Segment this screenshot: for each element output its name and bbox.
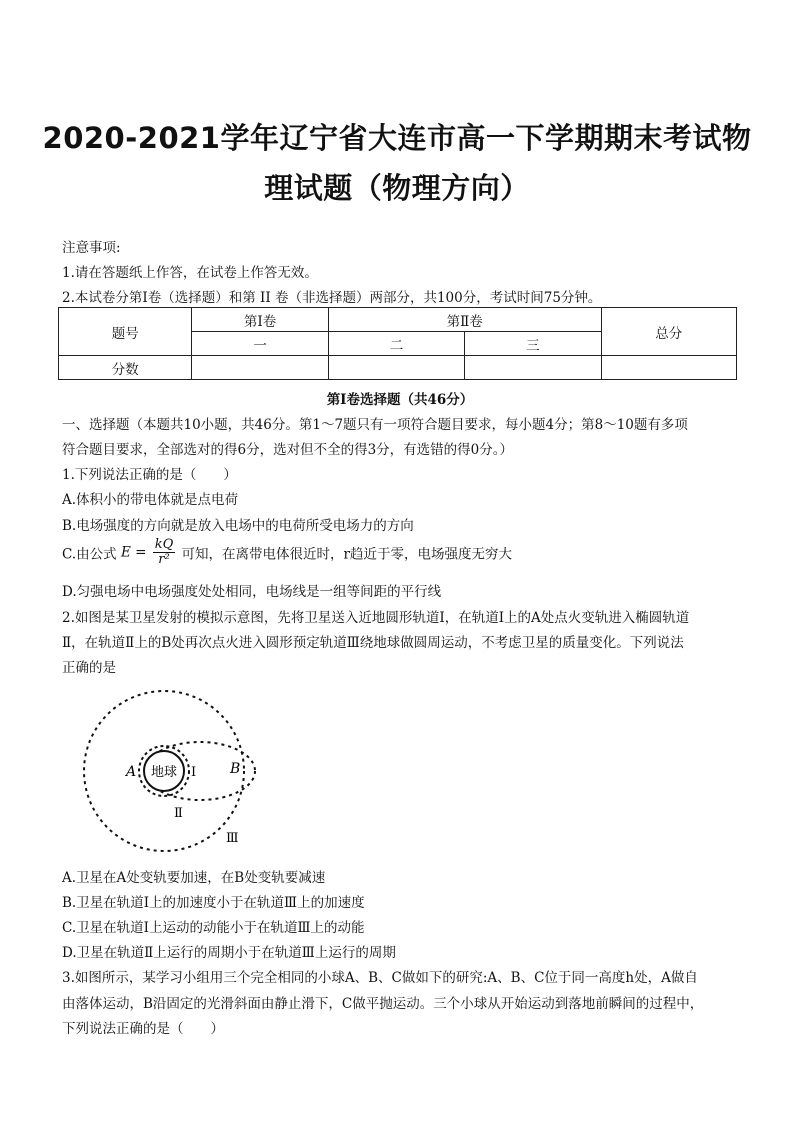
score-cell-total[interactable] xyxy=(601,356,736,380)
score-table-header-zongfen: 总分 xyxy=(601,308,736,356)
orbit-3-label: Ⅲ xyxy=(226,831,239,846)
exam-title-line1: 2020-2021学年辽宁省大连市高一下学期期末考试物 xyxy=(42,121,752,155)
formula-fraction xyxy=(153,538,176,567)
score-cell-yi[interactable] xyxy=(192,356,328,380)
score-table-header-tihao: 题号 xyxy=(59,308,192,356)
q3-stem-line3: 下列说法正确的是（ ） xyxy=(62,1021,224,1037)
q1-stem: 1.下列说法正确的是（ ） xyxy=(62,467,237,483)
q2-option-b: B.卫星在轨道Ⅰ上的加速度小于在轨道Ⅲ上的加速度 xyxy=(62,895,365,911)
section1-title: 第Ⅰ卷选择题（共46分） xyxy=(326,392,474,408)
q2-stem-line2: Ⅱ，在轨道Ⅱ上的B处再次点火进入圆形预定轨道Ⅲ绕地球做圆周运动，不考虑卫星的质量变化。下列说法 xyxy=(62,635,684,651)
notes-item-1: 1.请在答题纸上作答，在试卷上作答无效。 xyxy=(62,265,318,281)
score-cell-san[interactable] xyxy=(465,356,601,380)
q1-option-b: B.电场强度的方向就是放入电场中的电荷所受电场力的方向 xyxy=(62,518,414,534)
earth-label: 地球 xyxy=(150,765,178,780)
field-strength-formula xyxy=(121,538,177,567)
formula-denominator: r² xyxy=(158,552,170,567)
q2-option-d: D.卫星在轨道Ⅱ上运行的周期小于在轨道Ⅲ上运行的周期 xyxy=(62,945,396,961)
score-table-col-san: 三 xyxy=(465,332,601,356)
orbit-1-label: Ⅰ xyxy=(191,765,197,780)
orbit-diagram xyxy=(70,676,260,856)
score-table-col-er: 二 xyxy=(328,332,464,356)
exam-title-line2: 理试题（物理方向） xyxy=(264,171,530,205)
q1-option-a: A.体积小的带电体就是点电荷 xyxy=(62,492,239,508)
q2-stem-line3: 正确的是 xyxy=(62,660,116,676)
q3-stem-line2: 由落体运动，B沿固定的光滑斜面由静止滑下，C做平抛运动。三个小球从开始运动到落地前瞬间的过程中， xyxy=(62,996,704,1012)
formula-numerator: kQ xyxy=(154,537,174,552)
score-table-row-fenshu: 分数 xyxy=(59,356,192,380)
section1-intro-line1: 一、选择题（本题共10小题，共46分。第1～7题只有一项符合题目要求，每小题4分；第8～10题有多项 xyxy=(62,417,688,433)
q2-stem-line1: 2.如图是某卫星发射的模拟示意图，先将卫星送入近地圆形轨道Ⅰ，在轨道Ⅰ上的A处点火变轨进入椭圆轨道 xyxy=(62,610,690,626)
q2-option-a: A.卫星在A处变轨要加速，在B处变轨要减速 xyxy=(62,870,326,886)
orbit-2-label: Ⅱ xyxy=(174,806,183,821)
point-b-label: B xyxy=(230,761,241,777)
notes-item-2: 2.本试卷分第Ⅰ卷（选择题）和第 II 卷（非选择题）两部分，共100分，考试时间75分钟。 xyxy=(62,290,602,306)
score-table xyxy=(58,307,737,380)
q1-option-c-prefix: C.由公式 xyxy=(62,546,117,563)
section1-intro-line2: 符合题目要求，全部选对的得6分，选对但不全的得3分，有选错的得0分。） xyxy=(62,442,514,458)
q3-stem-line1: 3.如图所示，某学习小组用三个完全相同的小球A、B、C做如下的研究:A、B、C位于同一高度h处，A做自 xyxy=(62,970,698,986)
q1-option-c-suffix: 可知，在离带电体很近时，r趋近于零，电场强度无穷大 xyxy=(181,546,512,563)
score-table-header-juan1: 第Ⅰ卷 xyxy=(192,308,328,332)
score-table-header-juan2: 第Ⅱ卷 xyxy=(328,308,601,332)
notes-heading: 注意事项: xyxy=(62,240,121,256)
score-table-col-yi: 一 xyxy=(192,332,328,356)
score-cell-er[interactable] xyxy=(328,356,464,380)
q1-option-c xyxy=(62,538,512,567)
q2-option-c: C.卫星在轨道Ⅰ上运动的动能小于在轨道Ⅲ上的动能 xyxy=(62,920,365,936)
point-a-label: A xyxy=(126,764,137,780)
formula-lhs: E = xyxy=(120,544,147,561)
q1-option-d: D.匀强电场中电场强度处处相同，电场线是一组等间距的平行线 xyxy=(62,584,442,600)
